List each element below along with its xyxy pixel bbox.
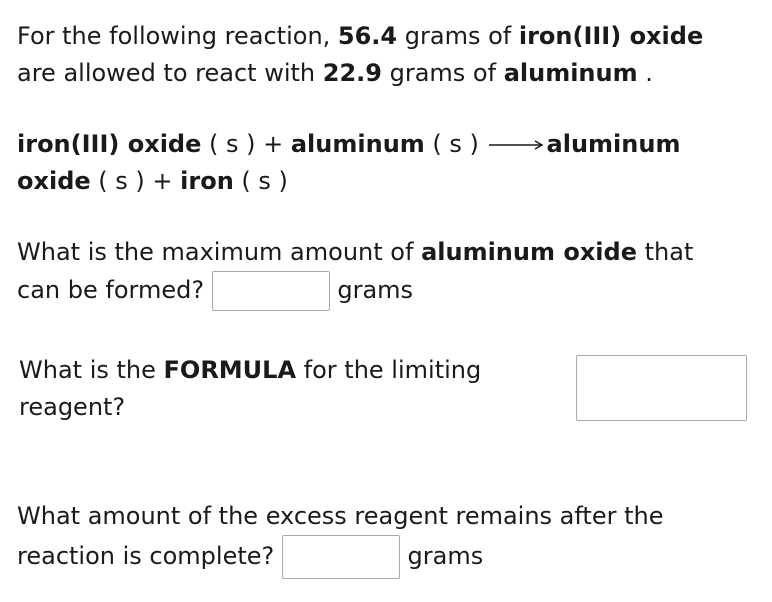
question-text: can be formed?: [17, 276, 205, 304]
problem-statement: [17, 18, 703, 92]
reaction-arrow-icon: [489, 139, 545, 151]
intro-text: grams of: [381, 59, 504, 87]
question-text: reaction is complete?: [17, 542, 275, 570]
intro-line-2: [17, 55, 703, 92]
equation-reactant-1: iron(III) oxide: [17, 130, 202, 158]
excess-remaining-grams-input[interactable]: [282, 535, 400, 579]
question-1-line-1: [17, 234, 693, 271]
question-text: What amount of the excess reagent remains after the: [17, 502, 664, 530]
equation-state: ( s ) +: [90, 167, 181, 195]
question-text: What is the: [19, 356, 164, 384]
reactant-aluminum: aluminum: [503, 59, 638, 87]
question-1-line-2: [17, 271, 693, 311]
equation-state: ( s ): [233, 167, 288, 195]
equation-product-1-cont: oxide: [17, 167, 91, 195]
intro-text: For the following reaction,: [17, 22, 338, 50]
question-excess-remaining: [17, 498, 663, 579]
equation-product-2: iron: [180, 167, 234, 195]
question-2-line-2: [19, 389, 481, 426]
question-emphasis: FORMULA: [163, 356, 297, 384]
question-limiting-reagent: [19, 352, 481, 426]
limiting-reagent-formula-input[interactable]: [576, 355, 747, 421]
question-text: What is the maximum amount of: [17, 238, 422, 266]
intro-text: are allowed to react with: [17, 59, 323, 87]
mass-aluminum: 22.9: [322, 59, 382, 87]
intro-text: grams of: [397, 22, 519, 50]
question-3-line-2: [17, 535, 663, 579]
question-max-product: [17, 234, 693, 311]
question-2-line-1: [19, 352, 481, 389]
question-text: that: [637, 238, 694, 266]
unit-label: grams: [337, 276, 414, 304]
intro-text: .: [637, 59, 653, 87]
question-3-line-1: [17, 498, 663, 535]
equation-state: ( s ): [424, 130, 487, 158]
equation-reactant-2: aluminum: [290, 130, 425, 158]
equation-line-1: [17, 126, 680, 163]
question-product-name: aluminum oxide: [421, 238, 637, 266]
unit-label: grams: [407, 542, 484, 570]
mass-iron-oxide: 56.4: [337, 22, 398, 50]
question-text: for the limiting: [296, 356, 482, 384]
reaction-equation: [17, 126, 680, 200]
equation-product-1: aluminum: [546, 130, 681, 158]
intro-line-1: [17, 18, 703, 55]
equation-line-2: [17, 163, 680, 200]
question-text: reagent?: [19, 393, 126, 421]
reactant-iron-oxide: iron(III) oxide: [518, 22, 704, 50]
equation-state: ( s ) +: [201, 130, 291, 158]
max-product-grams-input[interactable]: [212, 271, 330, 311]
